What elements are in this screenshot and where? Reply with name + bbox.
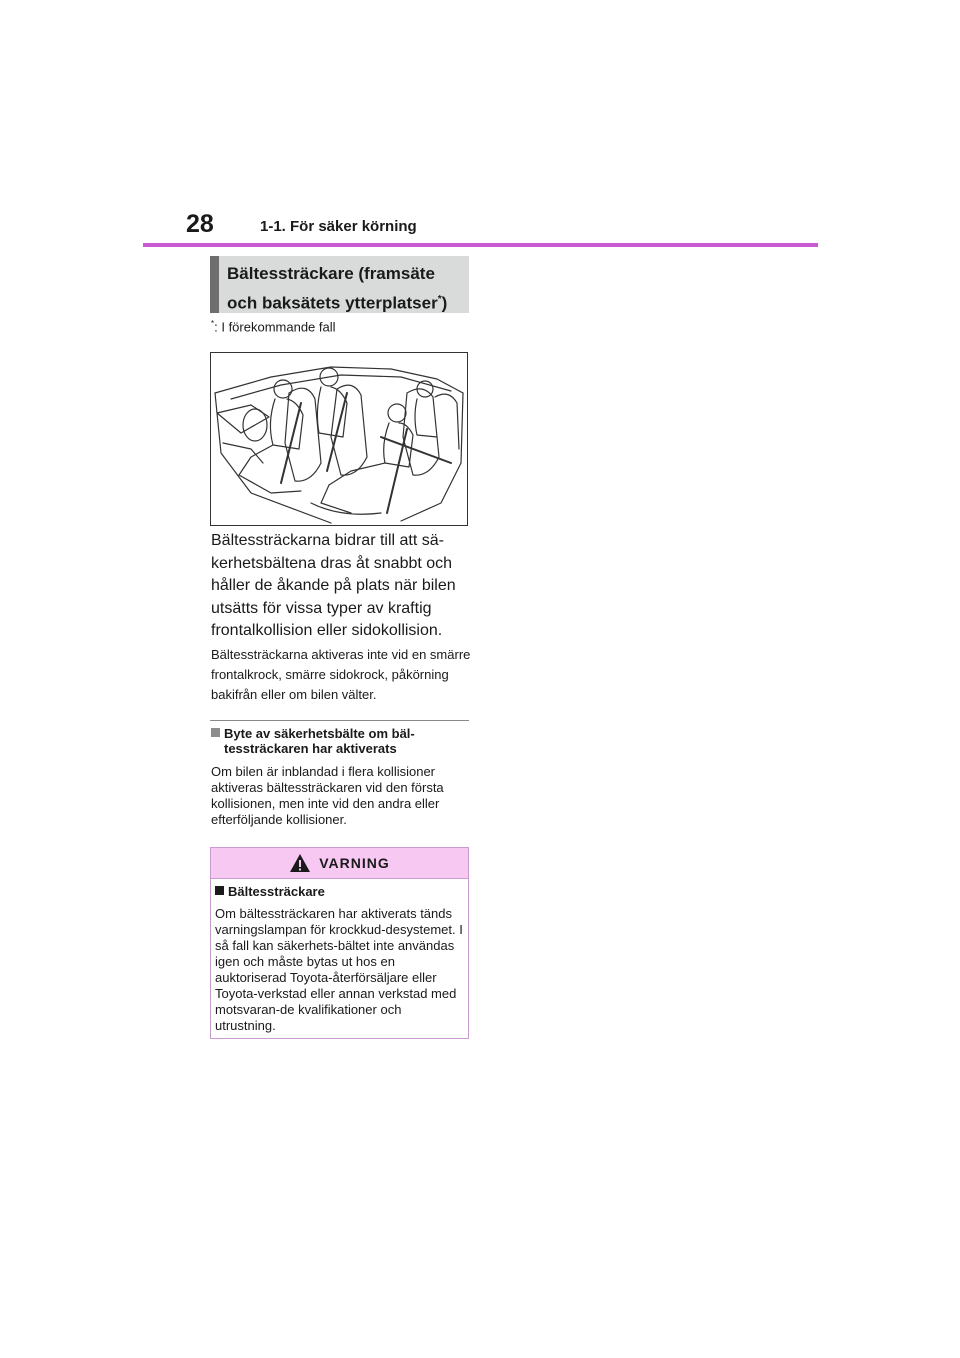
heading-line-2: och baksätets ytterplatser bbox=[227, 293, 438, 313]
note-paragraph: Bältessträckarna aktiveras inte vid en smärre frontalkrock, smärre sidokrock, påkörning bakifrån eller om bilen välter. bbox=[211, 647, 471, 702]
warning-triangle-icon bbox=[289, 853, 311, 873]
subsection-heading bbox=[211, 726, 473, 756]
warning-subtitle bbox=[215, 884, 464, 900]
subsection-divider bbox=[210, 720, 469, 721]
heading-closing: ) bbox=[441, 293, 448, 313]
square-bullet-icon bbox=[211, 728, 220, 737]
subsection-title-line-2: tessträckaren har aktiverats bbox=[224, 741, 397, 756]
heading-footnote-mark: * bbox=[437, 294, 442, 305]
heading-line-1: Bältessträckare (framsäte bbox=[227, 264, 435, 283]
warning-subtitle-text: Bältessträckare bbox=[228, 884, 325, 899]
car-interior-illustration bbox=[210, 352, 468, 526]
subsection-body: Om bilen är inblandad i flera kollisioner aktiveras bältessträckaren vid den första kollisionen, men inte vid den andra eller efterföljande kollisioner. bbox=[211, 764, 444, 827]
square-bullet-icon bbox=[215, 886, 224, 895]
footnote-mark: * bbox=[211, 319, 215, 328]
section-title: 1-1. För säker körning bbox=[260, 218, 417, 235]
page-number: 28 bbox=[186, 210, 214, 238]
warning-title: VARNING bbox=[319, 855, 390, 871]
footnote-text: : I förekommande fall bbox=[214, 319, 336, 335]
warning-text: Om bältessträckaren har aktiverats tänds varningslampan för krockkud-desystemet. I så fall kan säkerhets-bältet inte användas igen och måste bytas ut hos en auktoriserad Toyota-återförsäljare eller Toyota-verkstad eller annan verkstad med motsvaran-de kvalifikationer och utrustning. bbox=[215, 906, 463, 1033]
subsection-title-line-1: Byte av säkerhetsbälte om bäl- bbox=[224, 726, 415, 741]
lead-paragraph: Bältessträckarna bidrar till att sä-kerhetsbältena dras åt snabbt och håller de åkande på plats när bilen utsätts för vissa typer av kraftig frontalkollision eller sidokollision. bbox=[211, 532, 456, 639]
car-interior-seatbelt-illustration-icon bbox=[211, 353, 467, 525]
footnote bbox=[211, 319, 336, 334]
header-divider bbox=[143, 243, 818, 247]
warning-content bbox=[211, 884, 468, 1034]
section-heading bbox=[210, 256, 469, 313]
warning-header bbox=[211, 848, 468, 879]
warning-box bbox=[210, 847, 469, 1039]
